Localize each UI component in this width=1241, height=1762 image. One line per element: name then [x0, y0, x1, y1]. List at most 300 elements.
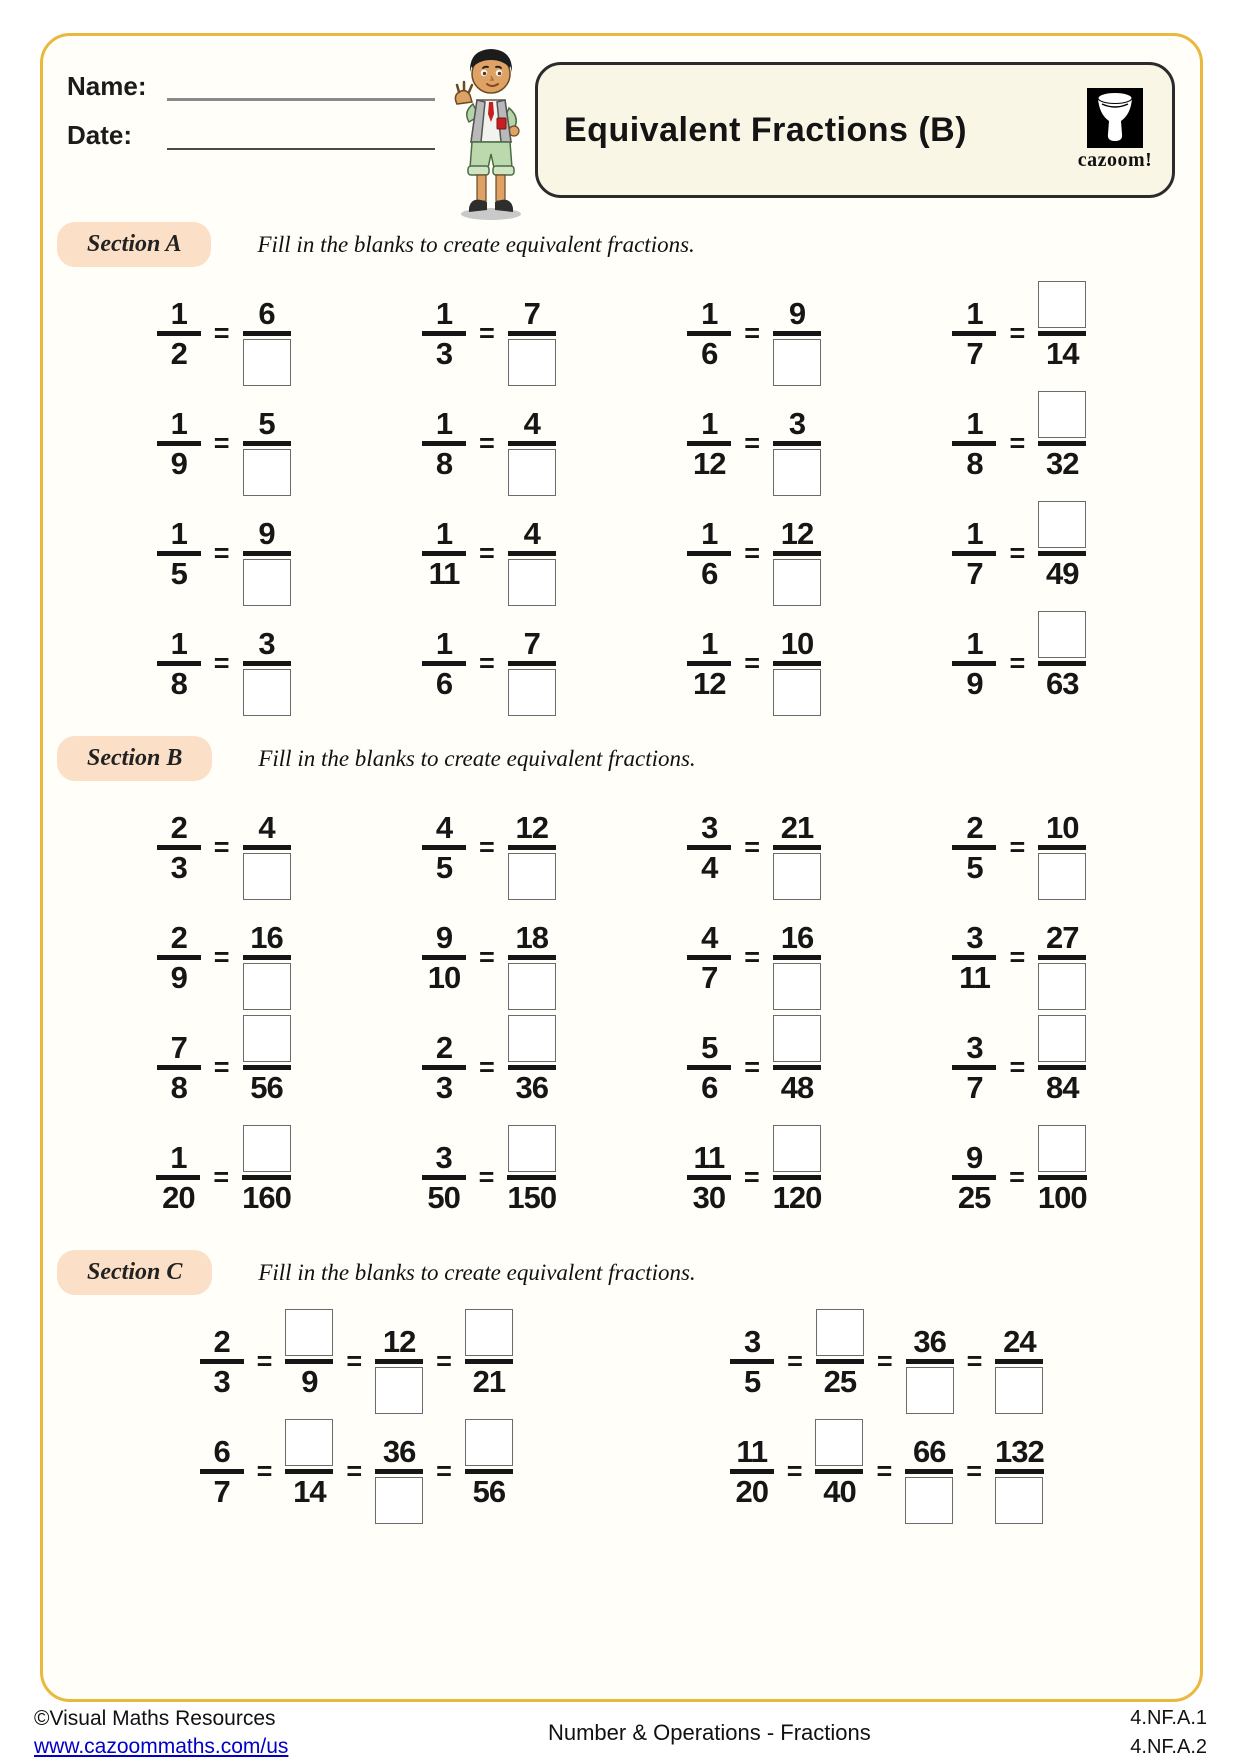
fraction-value: 9: [435, 919, 453, 955]
fraction-denominator: [773, 336, 821, 384]
fraction-denominator: [1040, 1070, 1084, 1118]
fraction-denominator: [687, 850, 731, 898]
fraction-value: 6: [213, 1433, 230, 1469]
answer-box[interactable]: [243, 559, 291, 606]
fraction-value: 5: [170, 556, 187, 591]
answer-box[interactable]: [773, 1015, 821, 1062]
fraction: [1038, 283, 1086, 384]
fraction-problem: [356, 1017, 621, 1118]
equals-sign: =: [213, 832, 230, 862]
fraction-numerator: [157, 1017, 201, 1065]
answer-box[interactable]: [773, 669, 821, 716]
fraction: [773, 1127, 822, 1228]
fraction-value: 150: [507, 1180, 557, 1215]
fraction: [995, 1421, 1044, 1522]
fraction-value: 1: [170, 1139, 187, 1175]
fraction-value: 7: [966, 1070, 983, 1105]
fraction-value: 3: [788, 405, 806, 441]
fraction-problem: [887, 1017, 1152, 1118]
answer-box[interactable]: [905, 1477, 953, 1524]
fraction-denominator: [157, 1070, 201, 1118]
fraction-problem: [356, 1127, 621, 1228]
answer-box[interactable]: [508, 963, 556, 1010]
fraction-denominator: [773, 556, 821, 604]
fraction-denominator: [508, 446, 556, 494]
fraction-value: 14: [1046, 336, 1079, 371]
fraction-numerator: [687, 393, 731, 441]
answer-box[interactable]: [465, 1309, 513, 1356]
fraction-value: 30: [692, 1180, 726, 1215]
fraction-numerator: [200, 1421, 244, 1469]
fraction: [422, 393, 466, 494]
fraction: [773, 797, 821, 898]
fraction: [507, 1127, 556, 1228]
section-instruction: Fill in the blanks to create equivalent fractions.: [258, 1259, 696, 1285]
fraction-denominator: [200, 1364, 244, 1412]
answer-box[interactable]: [243, 339, 291, 386]
answer-box[interactable]: [773, 1125, 821, 1172]
answer-box[interactable]: [773, 339, 821, 386]
answer-box[interactable]: [508, 339, 556, 386]
fraction-value: 5: [258, 405, 275, 441]
fraction: [906, 1311, 954, 1412]
fraction-value: 63: [1046, 666, 1079, 701]
answer-box[interactable]: [773, 853, 821, 900]
fraction-denominator: [157, 850, 201, 898]
fraction-denominator: [995, 1474, 1043, 1522]
fraction-numerator: [422, 503, 466, 551]
fraction-numerator: [243, 1127, 291, 1175]
equals-sign: =: [744, 832, 761, 862]
fraction-denominator: [952, 960, 996, 1008]
fraction-denominator: [508, 850, 556, 898]
fraction-denominator: [687, 960, 731, 1008]
fraction: [952, 1017, 996, 1118]
equals-sign: =: [213, 538, 230, 568]
problems-row: [43, 393, 1200, 494]
answer-box[interactable]: [508, 669, 556, 716]
equals-sign: =: [876, 1346, 893, 1376]
fraction: [687, 797, 731, 898]
fraction-value: 1: [435, 405, 453, 441]
fraction-value: 1: [170, 515, 187, 551]
answer-box[interactable]: [773, 449, 821, 496]
fraction-numerator: [200, 1311, 244, 1359]
fraction-value: 12: [382, 1323, 416, 1359]
fraction: [243, 613, 291, 714]
fraction-problem: [356, 797, 621, 898]
fraction: [952, 1127, 996, 1228]
answer-box[interactable]: [285, 1309, 333, 1356]
fraction: [422, 1017, 466, 1118]
fraction-problem: [91, 907, 356, 1008]
fraction-denominator: [375, 1364, 423, 1412]
fraction-problem: [622, 797, 887, 898]
answer-box[interactable]: [906, 1367, 954, 1414]
equals-sign: =: [744, 538, 761, 568]
fraction-denominator: [422, 336, 466, 384]
fraction-numerator: [157, 503, 201, 551]
answer-box[interactable]: [285, 1419, 333, 1466]
fraction-value: 20: [735, 1474, 768, 1509]
fraction-value: 12: [692, 666, 726, 701]
fraction: [243, 283, 291, 384]
fraction: [1038, 393, 1086, 494]
fraction-value: 160: [242, 1180, 291, 1215]
fraction-value: 7: [170, 1029, 187, 1065]
fraction-numerator: [775, 797, 819, 845]
fraction-value: 36: [382, 1433, 416, 1469]
fraction-denominator: [375, 1474, 423, 1522]
answer-box[interactable]: [773, 963, 821, 1010]
fraction: [508, 283, 556, 384]
fraction-denominator: [952, 850, 996, 898]
answer-box[interactable]: [508, 1125, 556, 1172]
fraction-value: 5: [966, 850, 983, 885]
fraction-value: 5: [701, 1029, 718, 1065]
fraction-numerator: [377, 1421, 421, 1469]
fraction: [1038, 1017, 1086, 1118]
answer-box[interactable]: [243, 449, 291, 496]
cazoom-logo-text: cazoom!: [1077, 149, 1153, 171]
equals-sign: =: [478, 318, 495, 348]
answer-box[interactable]: [1038, 281, 1086, 328]
fraction-value: 4: [435, 809, 453, 845]
fraction-numerator: [510, 907, 554, 955]
fraction: [687, 1127, 731, 1228]
fraction: [687, 613, 731, 714]
standard-code: 4.NF.A.1: [1130, 1707, 1207, 1729]
fraction-value: 120: [772, 1180, 822, 1215]
fraction-denominator: [773, 960, 821, 1008]
fraction-value: 18: [515, 919, 548, 955]
answer-box[interactable]: [243, 669, 291, 716]
name-input-line[interactable]: [167, 72, 435, 101]
fraction-value: 2: [170, 919, 187, 955]
fraction-value: 9: [788, 295, 806, 331]
answer-box[interactable]: [995, 1367, 1043, 1414]
fraction: [242, 1127, 291, 1228]
fraction-value: 1: [966, 515, 983, 551]
fraction: [1038, 503, 1086, 604]
fraction-value: 7: [966, 336, 983, 371]
fraction-value: 4: [523, 515, 540, 551]
fraction-problem: [622, 613, 887, 714]
section-b: [43, 736, 1200, 1228]
fraction-problem: [622, 1017, 887, 1118]
answer-box[interactable]: [1038, 963, 1086, 1010]
fraction-value: 4: [523, 405, 540, 441]
fraction-numerator: [995, 1421, 1044, 1469]
problems-row: [43, 283, 1200, 384]
section-header: [57, 222, 1200, 267]
equals-sign: =: [1009, 942, 1026, 972]
fraction-denominator: [422, 850, 466, 898]
fraction-value: 11: [736, 1433, 768, 1469]
fraction-numerator: [422, 1127, 466, 1175]
fraction-numerator: [510, 503, 554, 551]
fraction-value: 48: [780, 1070, 814, 1105]
fraction-numerator: [952, 797, 996, 845]
cartoon-boy-illustration: [439, 42, 539, 227]
fraction-denominator: [422, 446, 466, 494]
fraction-denominator: [508, 336, 556, 384]
fraction-denominator: [243, 336, 291, 384]
fraction-value: 4: [701, 850, 718, 885]
fraction-denominator: [773, 850, 821, 898]
equals-sign: =: [1009, 1162, 1025, 1192]
fraction-value: 8: [170, 1070, 187, 1105]
answer-box[interactable]: [465, 1419, 513, 1466]
fraction-problem: [622, 393, 887, 494]
answer-box[interactable]: [508, 1015, 556, 1062]
equals-sign: =: [1009, 538, 1026, 568]
fraction-numerator: [1038, 283, 1086, 331]
equals-sign: =: [744, 428, 761, 458]
fraction-problem: [356, 613, 621, 714]
equals-sign: =: [478, 942, 495, 972]
fraction-numerator: [157, 613, 201, 661]
equals-sign: =: [743, 1162, 760, 1192]
fraction-value: 2: [966, 809, 983, 845]
fraction-value: 36: [913, 1323, 946, 1359]
fraction-problem: [91, 1127, 356, 1228]
section-label: Section A: [57, 222, 211, 267]
fraction-denominator: [906, 1364, 954, 1412]
fraction-value: 3: [213, 1364, 230, 1399]
fraction-numerator: [908, 1311, 952, 1359]
answer-box[interactable]: [508, 559, 556, 606]
fraction-value: 6: [435, 666, 453, 701]
fraction: [243, 907, 291, 1008]
answer-box[interactable]: [243, 963, 291, 1010]
fraction-numerator: [465, 1311, 513, 1359]
fraction-value: 25: [957, 1180, 991, 1215]
equals-sign: =: [478, 428, 495, 458]
fraction-denominator: [952, 666, 996, 714]
answer-box[interactable]: [508, 853, 556, 900]
answer-box[interactable]: [243, 1125, 291, 1172]
fraction-numerator: [465, 1421, 513, 1469]
date-input-line[interactable]: [167, 122, 435, 150]
fraction-numerator: [907, 1421, 951, 1469]
fraction-numerator: [687, 283, 731, 331]
fraction-value: 3: [743, 1323, 761, 1359]
section-c: [43, 1250, 1200, 1522]
answer-box[interactable]: [508, 449, 556, 496]
fraction: [157, 907, 201, 1008]
fraction-value: 6: [701, 1070, 718, 1105]
answer-box[interactable]: [1038, 501, 1086, 548]
fraction-denominator: [243, 960, 291, 1008]
standard-code: 4.NF.A.2: [1130, 1736, 1207, 1758]
equals-sign: =: [256, 1346, 273, 1376]
fraction-numerator: [1038, 503, 1086, 551]
fraction-problem: [887, 283, 1152, 384]
fraction-value: 7: [523, 625, 540, 661]
footer-topic: Number & Operations - Fractions: [547, 1720, 871, 1745]
fraction: [157, 503, 201, 604]
fraction-value: 1: [966, 625, 983, 661]
section-a: [43, 222, 1200, 714]
fraction-numerator: [775, 283, 819, 331]
fraction-value: 8: [170, 666, 187, 701]
equals-sign: =: [966, 1456, 983, 1486]
name-field: [67, 72, 435, 101]
problems-row: [43, 1017, 1200, 1118]
fraction-problem: [887, 503, 1152, 604]
answer-box[interactable]: [995, 1477, 1043, 1524]
fraction-denominator: [952, 446, 996, 494]
fraction-denominator: [422, 1180, 466, 1228]
fraction-numerator: [775, 503, 819, 551]
equals-sign: =: [478, 648, 495, 678]
answer-box[interactable]: [816, 1309, 864, 1356]
fraction-denominator: [730, 1474, 774, 1522]
fraction-numerator: [285, 1421, 333, 1469]
fraction-denominator: [687, 336, 731, 384]
answer-box[interactable]: [1038, 853, 1086, 900]
fraction-value: 8: [966, 446, 983, 481]
fraction-numerator: [245, 907, 289, 955]
fraction-denominator: [157, 446, 201, 494]
fraction-problem: [356, 393, 621, 494]
answer-box[interactable]: [1038, 1125, 1086, 1172]
fraction-value: 7: [701, 960, 718, 995]
fraction-denominator: [510, 1070, 554, 1118]
fraction: [1038, 1127, 1087, 1228]
fraction-value: 14: [293, 1474, 326, 1509]
fraction-denominator: [730, 1364, 774, 1412]
problems-row: [43, 613, 1200, 714]
answer-box[interactable]: [243, 853, 291, 900]
answer-box[interactable]: [1038, 611, 1086, 658]
fraction-value: 20: [162, 1180, 195, 1215]
fraction-numerator: [422, 283, 466, 331]
fraction: [243, 503, 291, 604]
fraction-denominator: [687, 1180, 731, 1228]
fraction-numerator: [687, 1017, 731, 1065]
fraction: [1038, 613, 1086, 714]
fraction-denominator: [508, 960, 556, 1008]
fraction-value: 1: [966, 295, 983, 331]
fraction-numerator: [377, 1311, 421, 1359]
answer-box[interactable]: [375, 1367, 423, 1414]
fraction-denominator: [242, 1180, 291, 1228]
fraction-denominator: [157, 960, 201, 1008]
fraction-value: 1: [966, 405, 983, 441]
fraction-numerator: [1040, 907, 1084, 955]
problems-row: [43, 797, 1200, 898]
fraction-numerator: [687, 503, 731, 551]
fraction-denominator: [952, 336, 996, 384]
fraction-value: 21: [472, 1364, 506, 1399]
fraction-denominator: [243, 446, 291, 494]
fraction: [687, 907, 731, 1008]
fraction-value: 49: [1046, 556, 1079, 591]
fraction: [687, 393, 731, 494]
fraction-value: 9: [258, 515, 275, 551]
fraction-value: 5: [435, 850, 453, 885]
fraction-numerator: [157, 283, 201, 331]
equals-sign: =: [1009, 832, 1026, 862]
fraction-problem: [622, 283, 887, 384]
answer-box[interactable]: [243, 1015, 291, 1062]
fraction-denominator: [1040, 666, 1084, 714]
worksheet-header: [43, 36, 1200, 226]
fraction-denominator: [905, 1474, 953, 1522]
fraction-problem: [887, 613, 1152, 714]
fraction-value: 56: [250, 1070, 283, 1105]
fraction-denominator: [157, 336, 201, 384]
fraction-problem: [91, 283, 356, 384]
equals-sign: =: [478, 1162, 495, 1192]
fraction: [243, 797, 291, 898]
fraction: [508, 1017, 556, 1118]
answer-box[interactable]: [375, 1477, 423, 1524]
fraction-numerator: [952, 1127, 996, 1175]
fraction: [422, 797, 466, 898]
fraction-numerator: [775, 907, 819, 955]
fraction-numerator: [952, 283, 996, 331]
answer-box[interactable]: [773, 559, 821, 606]
fraction-problem: [91, 1017, 356, 1118]
fraction-numerator: [1038, 1127, 1086, 1175]
fraction-denominator: [773, 666, 821, 714]
fraction-denominator: [687, 446, 731, 494]
fraction-numerator: [510, 797, 554, 845]
fraction-numerator: [243, 1017, 291, 1065]
fraction-value: 132: [995, 1433, 1044, 1469]
fraction-problem: [91, 613, 356, 714]
fraction-value: 6: [701, 336, 718, 371]
fraction: [465, 1421, 513, 1522]
problems-row: [43, 1421, 1200, 1522]
fraction: [243, 1017, 291, 1118]
fraction: [952, 393, 996, 494]
equals-sign: =: [436, 1456, 452, 1486]
fraction-numerator: [285, 1311, 333, 1359]
fraction-value: 1: [701, 295, 718, 331]
fraction-denominator: [508, 556, 556, 604]
fraction-value: 12: [692, 446, 726, 481]
fraction-value: 1: [435, 515, 453, 551]
fraction: [905, 1421, 953, 1522]
cazoom-website-link[interactable]: www.cazoommaths.com/us: [34, 1735, 289, 1758]
equals-sign: =: [436, 1346, 452, 1376]
fraction-denominator: [243, 556, 291, 604]
fraction: [508, 503, 556, 604]
fraction-value: 12: [515, 809, 548, 845]
footer-standards: [1130, 1704, 1207, 1762]
fraction-value: 1: [701, 515, 718, 551]
answer-box[interactable]: [815, 1419, 863, 1466]
fraction-value: 3: [435, 1139, 452, 1175]
fraction-value: 3: [435, 1070, 453, 1105]
fraction-denominator: [243, 666, 291, 714]
fraction-problem: [622, 1311, 1153, 1412]
answer-box[interactable]: [1038, 391, 1086, 438]
section-header: [57, 1250, 1200, 1295]
footer-credits: [34, 1705, 288, 1762]
fraction-value: 3: [966, 1029, 983, 1065]
fraction-numerator: [773, 1127, 821, 1175]
fraction-problem: [622, 907, 887, 1008]
answer-box[interactable]: [1038, 1015, 1086, 1062]
fraction-value: 16: [780, 919, 814, 955]
fraction-value: 1: [435, 625, 453, 661]
fraction-numerator: [730, 1311, 774, 1359]
